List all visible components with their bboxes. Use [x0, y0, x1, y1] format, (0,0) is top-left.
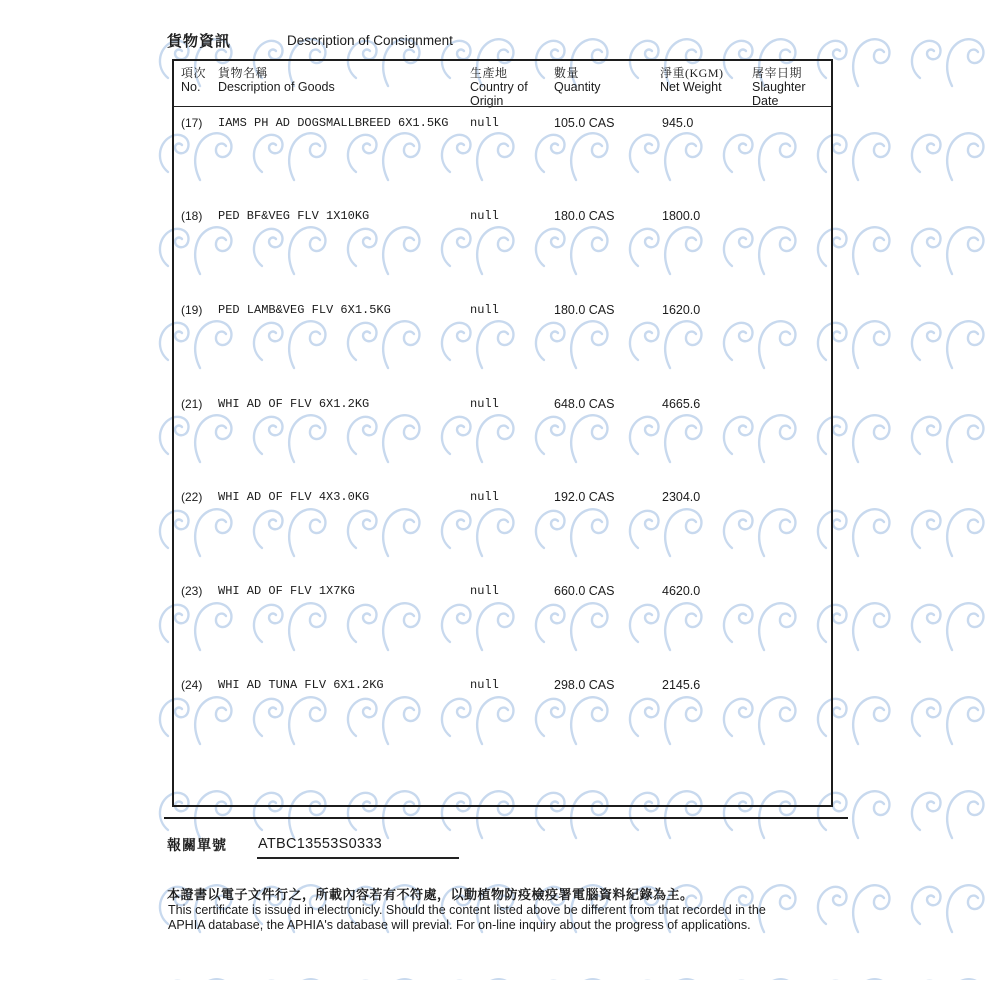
row-quantity: 648.0 CAS — [554, 397, 615, 411]
row-netweight: 2145.6 — [662, 678, 701, 692]
col-header-qty-en: Quantity — [554, 80, 601, 94]
declaration-number-label: 報關單號 — [167, 839, 227, 854]
declaration-number-value: ATBC13553S0333 — [258, 836, 383, 852]
footer-note-en-line2: APHIA database, the APHIA's database will previal. For on-line inquiry about the progress of applications. — [168, 918, 751, 932]
row-origin: null — [470, 116, 499, 130]
row-origin: null — [470, 209, 499, 223]
row-quantity: 660.0 CAS — [554, 584, 615, 598]
row-netweight: 2304.0 — [662, 490, 701, 504]
row-no: (21) — [181, 397, 203, 411]
col-header-slaughter-zh: 屠宰日期 — [752, 66, 803, 80]
row-quantity: 180.0 CAS — [554, 209, 615, 223]
row-quantity: 105.0 CAS — [554, 116, 615, 130]
row-origin: null — [470, 397, 499, 411]
col-header-net-zh: 淨重(KGM) — [660, 66, 724, 80]
row-origin: null — [470, 584, 499, 598]
row-netweight: 4665.6 — [662, 397, 701, 411]
section-title-zh: 貨物資訊 — [167, 34, 232, 50]
row-quantity: 298.0 CAS — [554, 678, 615, 692]
table-row — [174, 490, 831, 510]
col-header-no-en: No. — [181, 80, 201, 94]
table-row — [174, 678, 831, 698]
row-quantity: 180.0 CAS — [554, 303, 615, 317]
table-row — [174, 116, 831, 136]
col-header-qty-zh: 數量 — [554, 66, 580, 80]
row-netweight: 4620.0 — [662, 584, 701, 598]
row-goods: PED BF&VEG FLV 1X10KG — [218, 209, 370, 223]
table-row — [174, 209, 831, 229]
col-header-origin-en: Country of Origin — [470, 80, 528, 108]
col-header-goods-en: Description of Goods — [218, 80, 335, 94]
declaration-number-underline — [257, 857, 459, 859]
col-header-goods-zh: 貨物名稱 — [218, 66, 269, 80]
col-header-net-en: Net Weight — [660, 80, 722, 94]
row-no: (18) — [181, 209, 203, 223]
row-no: (22) — [181, 490, 203, 504]
row-no: (17) — [181, 116, 203, 130]
row-goods: WHI AD OF FLV 6X1.2KG — [218, 397, 370, 411]
table-row — [174, 584, 831, 604]
col-header-slaughter-en: Slaughter Date — [752, 80, 806, 108]
consignment-table — [172, 59, 833, 807]
row-netweight: 1620.0 — [662, 303, 701, 317]
row-no: (23) — [181, 584, 203, 598]
footer-note-en-line1: This certificate is issued in electronicly. Should the content listed above be different from that recorded in the — [168, 903, 766, 917]
section-title-en: Description of Consignment — [287, 33, 453, 48]
row-goods: WHI AD OF FLV 1X7KG — [218, 584, 355, 598]
row-no: (19) — [181, 303, 203, 317]
row-goods: PED LAMB&VEG FLV 6X1.5KG — [218, 303, 391, 317]
header-separator-line — [174, 106, 831, 107]
row-origin: null — [470, 490, 499, 504]
row-origin: null — [470, 678, 499, 692]
section-divider-line — [164, 817, 848, 819]
table-row — [174, 397, 831, 417]
footer-note-zh: 本證書以電子文件行之，所載內容若有不符處，以動植物防疫檢疫署電腦資料紀錄為主。 — [167, 887, 694, 902]
row-goods: WHI AD TUNA FLV 6X1.2KG — [218, 678, 384, 692]
row-netweight: 945.0 — [662, 116, 694, 130]
table-row — [174, 303, 831, 323]
row-origin: null — [470, 303, 499, 317]
col-header-no-zh: 項次 — [181, 66, 207, 80]
row-goods: IAMS PH AD DOGSMALLBREED 6X1.5KG — [218, 116, 449, 130]
row-goods: WHI AD OF FLV 4X3.0KG — [218, 490, 370, 504]
row-quantity: 192.0 CAS — [554, 490, 615, 504]
row-netweight: 1800.0 — [662, 209, 701, 223]
row-no: (24) — [181, 678, 203, 692]
col-header-origin-zh: 生產地 — [470, 66, 508, 80]
